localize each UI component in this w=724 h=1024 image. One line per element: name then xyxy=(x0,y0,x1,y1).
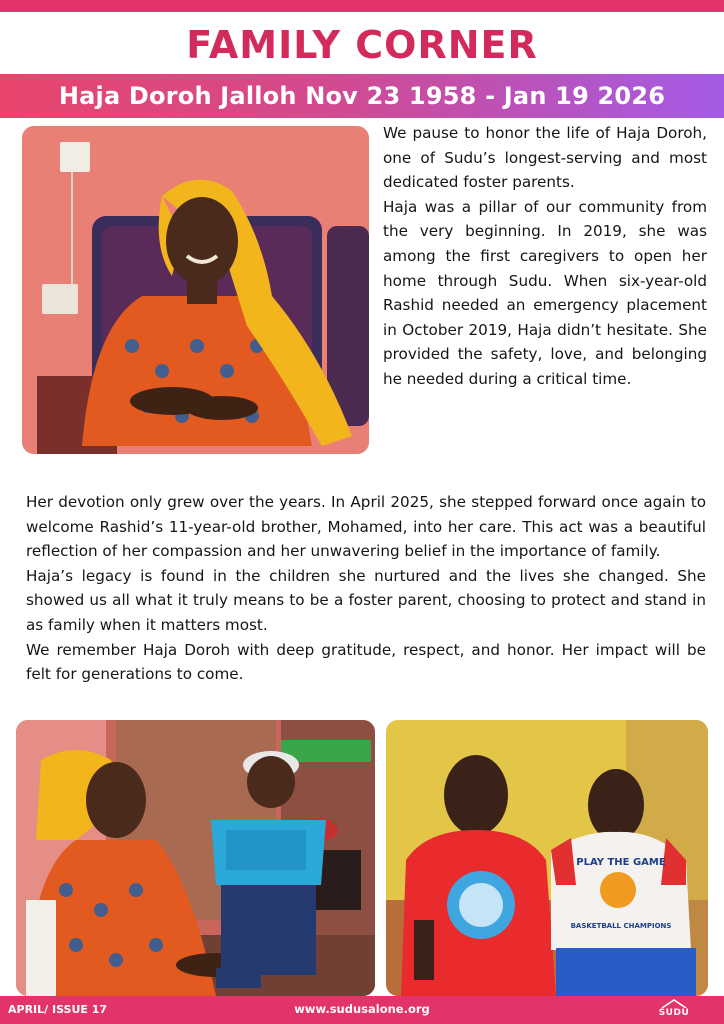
shirt-text-play: PLAY THE GAME xyxy=(576,857,666,868)
article-paragraph: Haja was a pillar of our community from the very beginning. In 2019, she was among the first caregivers to open her home through Sudu. When six-year-old Rashid needed an emergency placement in October 2019, Haja didn’t hesitate. She provided the safety, love, and belonging he needed during a critical time. xyxy=(383,197,707,388)
shirt-text-basketball: BASKETBALL CHAMPIONS xyxy=(570,922,672,930)
logo-roof-icon xyxy=(654,999,694,1008)
portrait-photo-illustration xyxy=(22,126,369,454)
article-paragraph: Her devotion only grew over the years. In April 2025, she stepped forward once again to welcome Rashid’s 11-year-old brother, Mohamed, into her care. This act was a beautiful reflection of her compassion and her unwavering belief in the importance of family. xyxy=(26,493,706,561)
top-accent-bar xyxy=(0,0,724,12)
photo-haja-with-child-illustration xyxy=(16,720,375,996)
portrait-photo xyxy=(22,126,369,454)
photo-haja-with-child xyxy=(16,720,375,996)
article-paragraph: Haja’s legacy is found in the children she nurtured and the lives she changed. She showed us all what it truly means to be a foster parent, choosing to protect and stand in as family when it matters most. xyxy=(26,566,706,634)
article-paragraph: We pause to honor the life of Haja Doroh, one of Sudu’s longest-serving and most dedicated foster parents. xyxy=(383,124,707,192)
article-intro xyxy=(383,121,707,392)
article-body xyxy=(26,490,706,687)
issue-label: APRIL/ ISSUE 17 xyxy=(8,1003,108,1016)
footer-bar xyxy=(0,996,724,1024)
page-title: FAMILY CORNER xyxy=(186,23,538,67)
photo-two-brothers-illustration xyxy=(386,720,708,996)
memorial-banner: Haja Doroh Jalloh Nov 23 1958 - Jan 19 2026 xyxy=(0,74,724,118)
article-paragraph: We remember Haja Doroh with deep gratitude, respect, and honor. Her impact will be felt for generations to come. xyxy=(26,640,706,684)
logo-text: SUDU xyxy=(658,1008,690,1018)
sudu-logo xyxy=(654,999,694,1021)
website-link[interactable]: www.sudusalone.org xyxy=(294,1002,430,1016)
photo-two-brothers xyxy=(386,720,708,996)
